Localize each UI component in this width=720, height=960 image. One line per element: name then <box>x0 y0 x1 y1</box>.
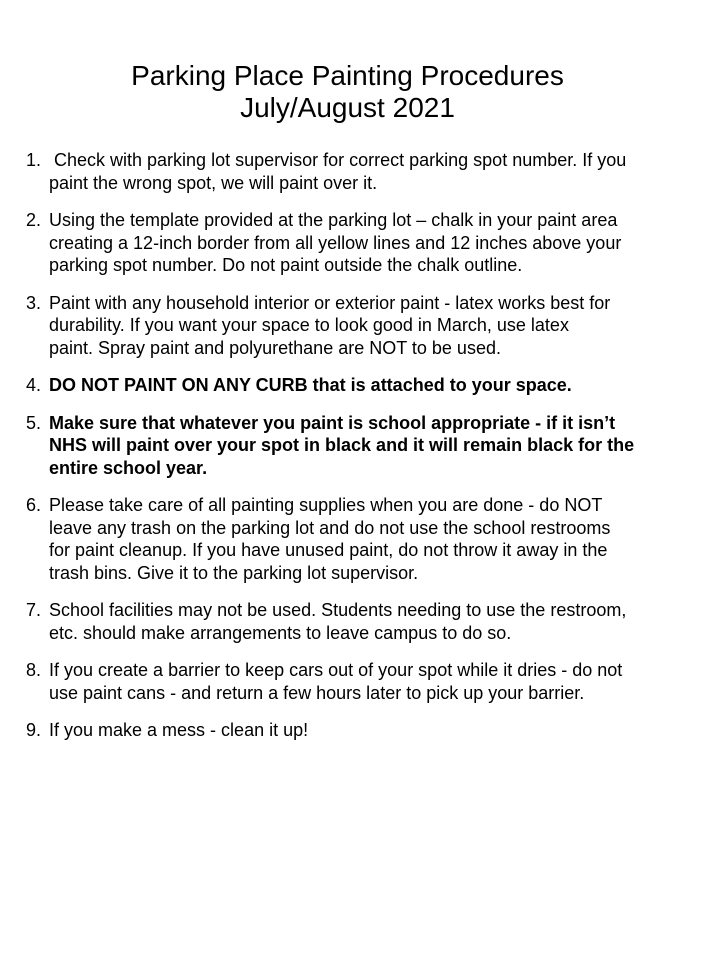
item-line: School facilities may not be used. Students needing to use the restroom, <box>49 600 627 620</box>
item-number: 9. <box>26 720 42 740</box>
procedure-item-3 <box>26 292 706 360</box>
item-text <box>49 494 706 584</box>
item-number: 8. <box>26 660 42 680</box>
item-number: 6. <box>26 495 42 515</box>
curb-warning-emphasis: DO NOT PAINT ON ANY CURB <box>49 375 308 395</box>
item-text <box>49 209 706 277</box>
item-number: 1. <box>26 150 42 170</box>
item-line: NHS will paint over your spot in black and it will remain black for the <box>49 435 635 455</box>
procedure-item-9 <box>26 719 706 742</box>
procedure-item-5 <box>26 412 706 480</box>
item-line: for paint cleanup. If you have unused paint, do not throw it away in the <box>49 540 608 560</box>
item-line: use paint cans - and return a few hours later to pick up your barrier. <box>49 682 585 703</box>
item-line: If you make a mess - clean it up! <box>49 720 309 740</box>
procedure-list <box>26 149 706 757</box>
procedure-item-6 <box>26 494 706 584</box>
curb-warning-rest: that is attached to your space. <box>307 375 572 395</box>
procedure-item-1 <box>26 149 706 194</box>
item-text <box>49 292 706 360</box>
procedure-item-2 <box>26 209 706 277</box>
item-number: 5. <box>26 412 42 433</box>
item-line: entire school year. <box>49 457 208 478</box>
item-text <box>49 374 706 397</box>
document-title <box>0 60 695 124</box>
item-text <box>49 149 706 194</box>
procedure-item-7 <box>26 599 706 644</box>
item-line: If you create a barrier to keep cars out of your spot while it dries - do not <box>49 660 623 680</box>
item-text <box>49 659 706 704</box>
item-line: Paint with any household interior or exterior paint - latex works best for <box>49 292 611 313</box>
item-line: Using the template provided at the parking lot – chalk in your paint area <box>49 210 618 230</box>
item-number: 7. <box>26 600 42 620</box>
item-line: paint. Spray paint and polyurethane are NOT to be used. <box>49 337 501 358</box>
item-line: trash bins. Give it to the parking lot supervisor. <box>49 562 419 583</box>
item-line: durability. If you want your space to look good in March, use latex <box>49 315 569 335</box>
item-line: Make sure that whatever you paint is school appropriate - if it isn’t <box>49 412 616 433</box>
procedure-item-4 <box>26 374 706 397</box>
title-line-2: July/August 2021 <box>240 92 455 123</box>
item-line: etc. should make arrangements to leave campus to do so. <box>49 622 512 643</box>
item-line: Please take care of all painting supplies when you are done - do NOT <box>49 495 603 515</box>
item-line <box>49 374 706 397</box>
item-line: leave any trash on the parking lot and do not use the school restrooms <box>49 517 611 538</box>
item-text <box>49 599 706 644</box>
title-line-1: Parking Place Painting Procedures <box>131 60 564 91</box>
procedure-item-8 <box>26 659 706 704</box>
item-number: 4. <box>26 375 42 395</box>
item-line: Check with parking lot supervisor for correct parking spot number. If you <box>54 150 627 170</box>
item-number: 3. <box>26 292 42 313</box>
item-text <box>49 412 706 480</box>
item-line: creating a 12-inch border from all yellow lines and 12 inches above your <box>49 232 622 253</box>
item-line: parking spot number. Do not paint outside the chalk outline. <box>49 255 523 275</box>
item-line: paint the wrong spot, we will paint over it. <box>49 172 378 193</box>
item-text <box>49 719 706 742</box>
item-number: 2. <box>26 210 42 230</box>
